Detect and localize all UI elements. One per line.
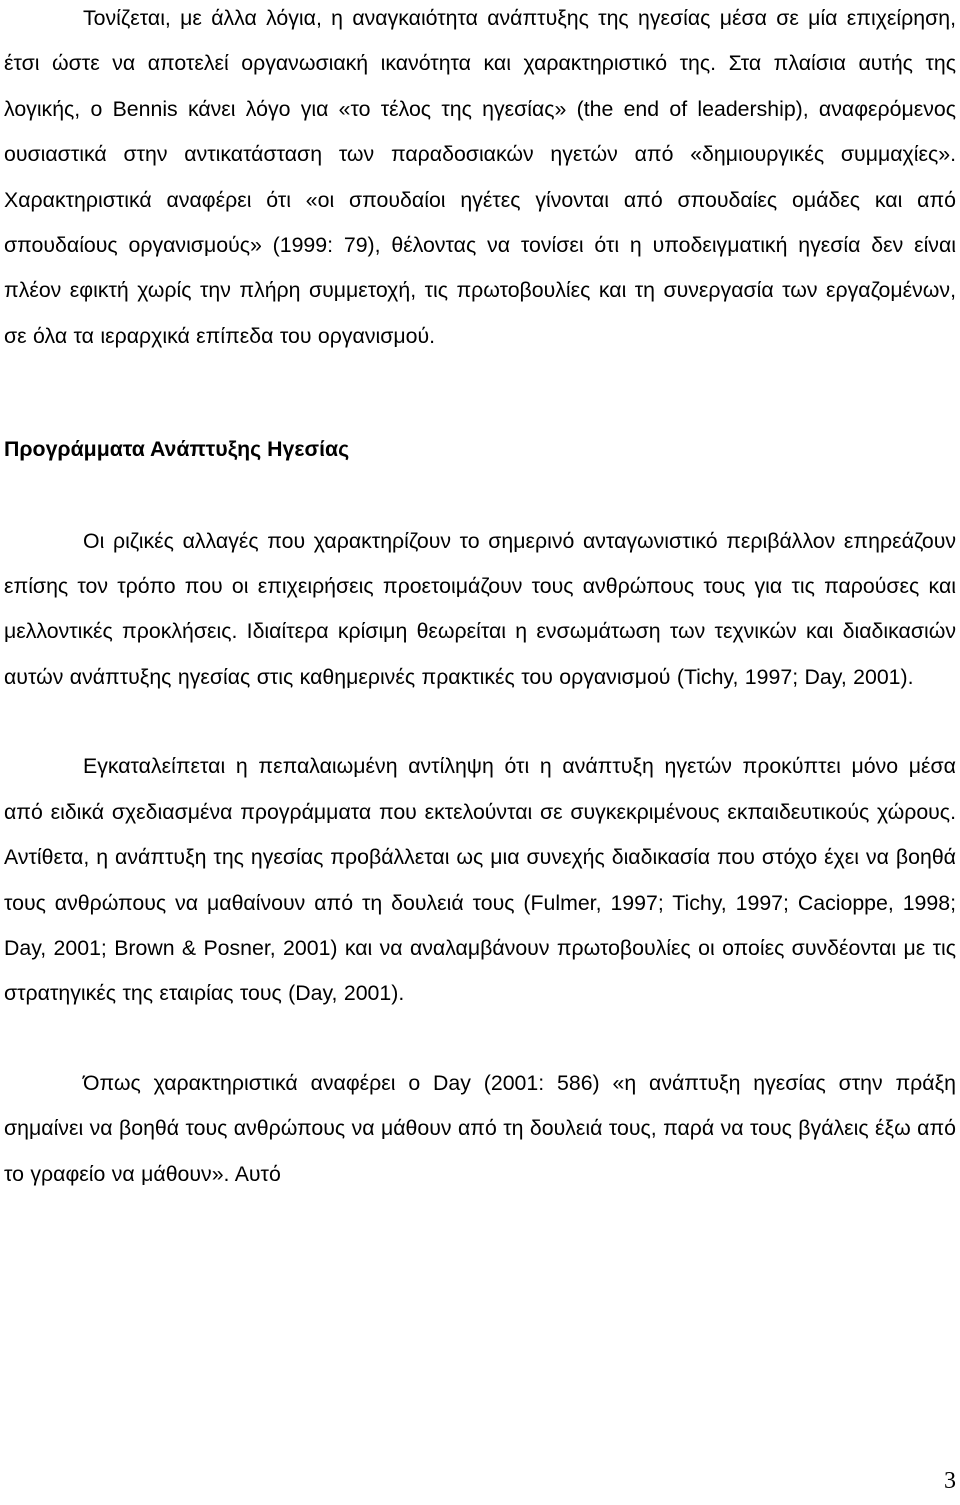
body-paragraph: Εγκαταλείπεται η πεπαλαιωμένη αντίληψη ότι η ανάπτυξη ηγετών προκύπτει μόνο μέσα από ειδικά σχεδιασμένα προγράμματα που εκτελούνται σε συγκεκριμένους εκπαιδευτικούς χώρους. Αντίθετα, η ανάπτυξη της ηγεσίας προβάλλεται ως μια συνεχής διαδικασία που στόχο έχει να βοηθά τους ανθρώπους να μαθαίνουν από τη δουλειά τους (Fulmer, 1997; Tichy, 1997; Cacioppe, 1998; Day, 2001; Brown & Posner, 2001) και να αναλαμβάνουν πρωτοβουλίες οι οποίες συνδέονται με τις στρατηγικές της εταιρίας τους (Day, 2001). (4, 754, 956, 1006)
body-paragraph: Οι ριζικές αλλαγές που χαρακτηρίζουν το σημερινό ανταγωνιστικό περιβάλλον επηρεάζουν επίσης τον τρόπο που οι επιχειρήσεις προετοιμάζουν τους ανθρώπους τους για τις παρούσες και μελλοντικές προκλήσεις. Ιδιαίτερα κρίσιμη θεωρείται η ενσωμάτωση των τεχνικών και διαδικασιών αυτών ανάπτυξης ηγεσίας στις καθημερινές πρακτικές του οργανισμού (Tichy, 1997; Day, 2001). (4, 528, 956, 689)
document-page (4, 0, 956, 1197)
page-number: 3 (944, 1468, 956, 1494)
section-heading: Προγράμματα Ανάπτυξης Ηγεσίας (4, 437, 350, 462)
body-paragraph: Όπως χαρακτηριστικά αναφέρει ο Day (2001: 586) «η ανάπτυξη ηγεσίας στην πράξη σημαίνει να βοηθά τους ανθρώπους να μάθουν από τη δουλειά τους, παρά να τους βγάλεις έξω από το γραφείο να μάθουν». Αυτό (4, 1070, 956, 1186)
body-paragraph: Τονίζεται, με άλλα λόγια, η αναγκαιότητα ανάπτυξης της ηγεσίας μέσα σε μία επιχείρηση, έτσι ώστε να αποτελεί οργανωσιακή ικανότητα και χαρακτηριστικό της. Στα πλαίσια αυτής της λογικής, ο Bennis κάνει λόγο για «το τέλος της ηγεσίας» (the end of leadership), αναφερόμενος ουσιαστικά στην αντικατάσταση των παραδοσιακών ηγετών από «δημιουργικές συμμαχίες». Χαρακτηριστικά αναφέρει ότι «οι σπουδαίοι ηγέτες γίνονται από σπουδαίες ομάδες και από σπουδαίους οργανισμούς» (1999: 79), θέλοντας να τονίσει ότι η υποδειγματική ηγεσία δεν είναι πλέον εφικτή χωρίς την πλήρη συμμετοχή, τις πρωτοβουλίες και τη συνεργασία των εργαζομένων, σε όλα τα ιεραρχικά επίπεδα του οργανισμού. (4, 6, 956, 348)
